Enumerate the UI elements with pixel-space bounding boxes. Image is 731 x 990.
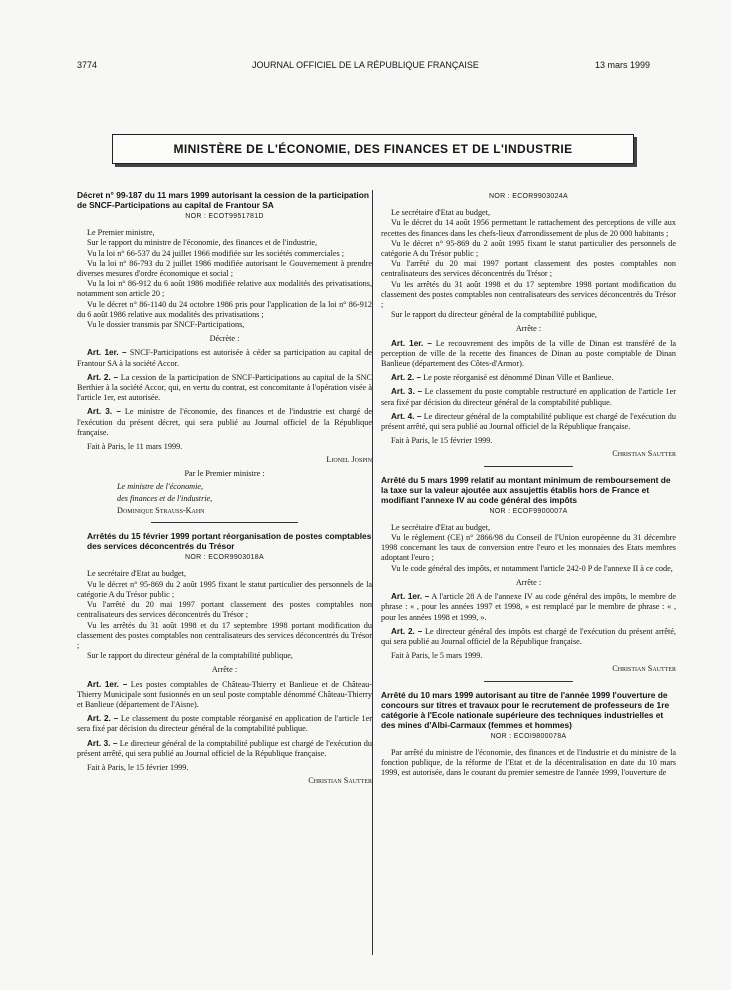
article: Art. 2. – Le directeur général des impôts est chargé de l'exécution du présent arrêté, qui sera publié au Journal officiel de la République française. <box>381 626 676 646</box>
arrete-nor: NOR : ECOR9903024A <box>489 193 568 200</box>
arrete-nor: NOR : ECOI9800078A <box>490 732 567 740</box>
arrete-title: Arrêté du 10 mars 1999 autorisant au titre de l'année 1999 l'ouverture de concours sur titres et travaux pour le recrutement de professeurs de 1re catégorie à l'Ecole nationale supérieure des techniques industrielles et des mines d'Albi-Carmaux (femmes et hommes) <box>381 689 670 730</box>
intro-line: Sur le rapport du directeur général de la comptabilité publique, <box>87 651 293 661</box>
journal-title: JOURNAL OFFICIEL DE LA RÉPUBLIQUE FRANÇAISE <box>252 60 479 70</box>
fait-line: Fait à Paris, le 5 mars 1999. <box>391 651 483 661</box>
minister-name: Dominique Strauss-Kahn <box>117 506 205 516</box>
ministry-banner <box>112 134 634 164</box>
left-column <box>77 190 372 786</box>
intro-line: Vu le dossier transmis par SNCF-Participations, <box>87 320 245 330</box>
ministry-title: MINISTÈRE DE L'ÉCONOMIE, DES FINANCES ET DE L'INDUSTRIE <box>173 142 573 156</box>
intro-line: Le secrétaire d'Etat au budget, <box>87 569 186 579</box>
intro-line: Vu la loi n° 86-793 du 2 juillet 1986 modifiée autorisant le Gouvernement à prendre diverses mesures d'ordre économique et social ; <box>77 258 372 279</box>
intro-line: Vu le décret n° 86-1140 du 24 octobre 1986 pris pour l'application de la loi n° 86-912 du 6 août 1986 relative aux modalités des privatisations ; <box>77 299 372 319</box>
par-le-premier-ministre: Par le Premier ministre : <box>184 469 265 479</box>
decret-nor: NOR : ECOT9951781D <box>185 213 264 220</box>
column-divider <box>372 190 373 955</box>
intro-line: Vu l'arrêté du 20 mai 1997 portant classement des postes comptables non centralisateurs des services déconcentrés du Trésor ; <box>381 259 676 279</box>
intro-line: Vu la loi n° 86-912 du 6 août 1986 modifiée relative aux modalités des privatisations, notamment son article 20 ; <box>77 279 372 299</box>
intro-line: Vu le code général des impôts, et notamment l'article 242-0 P de l'annexe II à ce code, <box>391 563 673 573</box>
article: Art. 3. – Le classement du poste comptable restructuré en application de l'article 1er sera fixé par décision du directeur général de la comptabilité publique. <box>381 387 676 407</box>
intro-line: Vu les arrêtés du 31 août 1998 et du 17 septembre 1998 portant modification du classement des postes comptables non centralisateurs des services déconcentrés du Trésor ; <box>381 279 676 310</box>
article: Art. 3. – Le directeur général de la comptabilité publique est chargé de l'exécution du présent arrêté, qui sera publié au Journal officiel de la République française. <box>77 738 372 758</box>
arrete-title: Arrêté du 5 mars 1999 relatif au montant minimum de remboursement de la taxe sur la valeur ajoutée aux assujettis établis hors de France et modifiant l'annexe IV au code général des impôts <box>381 474 671 505</box>
article: Art. 1er. – Le recouvrement des impôts de la ville de Dinan est transféré de la perception de ville de la recette des finances de Dinan au poste comptable de Dinan Banlieue (département des Côtes-d'Armor). <box>381 338 676 369</box>
section-separator <box>484 466 573 467</box>
intro-line: Vu le règlement (CE) n° 2866/98 du Conseil de l'Union européenne du 31 décembre 1998 concernant les taux de conversion entre l'euro et les monnaies des Etats membres adoptant l'euro ; <box>381 533 676 563</box>
article: Art. 1er. – SNCF-Participations est autorisée à céder sa participation au capital de Frantour SA à la société Accor. <box>77 348 372 368</box>
section-separator <box>484 681 573 682</box>
decret-title: Décret n° 99-187 du 11 mars 1999 autorisant la cession de la participation de SNCF-Participations au capital de Frantour SA <box>77 190 369 210</box>
intro-line: Le Premier ministre, <box>87 228 155 238</box>
intro-line: Vu les arrêtés du 31 août 1998 et du 17 septembre 1998 portant modification du classement des postes comptables non centralisateurs des services déconcentrés du Trésor ; <box>77 620 372 650</box>
article: Art. 2. – La cession de la participation de SNCF-Participations au capital de la SNC Berthier à la société Accor, qui, en vertu du contrat, est concomitante à l'opération visée à l'article 1er, est autorisée. <box>77 372 372 403</box>
signature: Lionel Jospin <box>326 455 372 465</box>
arrete-label: Arrête : <box>515 324 542 334</box>
intro-line: Vu le décret n° 95-869 du 2 août 1995 fixant le statut particulier des personnels de catégorie A du Trésor public ; <box>381 238 676 259</box>
intro-line: Vu l'arrêté du 20 mai 1997 portant classement des postes comptables non centralisateurs des services déconcentrés du Trésor ; <box>77 600 372 620</box>
article: Art. 1er. – A l'article 28 A de l'annexe IV au code général des impôts, le membre de phrase : « , pour les années 1997 et 1998, » est remplacé par le membre de phrase : « , pour les années 1998 et 1999, ». <box>381 592 676 622</box>
intro-line: Vu la loi n° 66-537 du 24 juillet 1966 modifiée sur les sociétés commerciales ; <box>87 248 344 258</box>
signature: Christian Sautter <box>308 776 372 786</box>
article: Art. 4. – Le directeur général de la comptabilité publique est chargé de l'exécution du présent arrêté, qui sera publié au Journal officiel de la République française. <box>381 411 676 432</box>
arrete-nor: NOR : ECOF9900007A <box>489 507 568 515</box>
arrete-label: Arrête : <box>211 665 238 675</box>
body-text: Par arrêté du ministre de l'économie, des finances et de l'industrie et du ministre de la fonction publique, de la réforme de l'Etat et de la décentralisation en date du 10 mars 1999, est autorisée, dans le courant du premier semestre de l'année 1999, l'ouverture de <box>381 747 676 778</box>
intro-line: Vu le décret n° 95-869 du 2 août 1995 fixant le statut particulier des personnels de la catégorie A du Trésor public ; <box>77 579 372 599</box>
article: Art. 2. – Le poste réorganisé est dénommé Dinan Ville et Banlieue. <box>391 373 614 383</box>
fait-line: Fait à Paris, le 15 février 1999. <box>391 436 493 446</box>
intro-line: Vu le décret du 14 août 1956 permettant le rattachement des perceptions de ville aux recettes des finances dans les chefs-lieux d'arrondissement de plus de 20 000 habitants ; <box>381 218 676 238</box>
fait-line: Fait à Paris, le 15 février 1999. <box>87 762 189 772</box>
intro-line: Le secrétaire d'Etat au budget, <box>391 208 490 218</box>
decrete-label: Décrète : <box>209 334 240 344</box>
minister-role: Le ministre de l'économie, <box>117 481 204 491</box>
intro-line: Sur le rapport du ministre de l'économie, des finances et de l'industrie, <box>87 238 318 248</box>
signature: Christian Sautter <box>612 449 676 459</box>
page-header <box>0 60 731 74</box>
section-separator <box>151 522 299 523</box>
fait-line: Fait à Paris, le 11 mars 1999. <box>87 442 183 452</box>
arrete-label: Arrête : <box>515 577 542 587</box>
page-number: 3774 <box>77 60 98 70</box>
article: Art. 2. – Le classement du poste comptable réorganisé en application de l'article 1er sera fixé par décision du directeur général de la comptabilité publique. <box>77 714 372 734</box>
signature: Christian Sautter <box>612 664 676 674</box>
intro-line: Le secrétaire d'Etat au budget, <box>391 522 490 532</box>
article: Art. 1er. – Les postes comptables de Château-Thierry et Banlieue et de Château-Thierry Municipale sont fusionnés en un seul poste comptable dénommé Château-Thierry et Banlieue (département de l'Aisne). <box>77 679 373 709</box>
intro-line: Sur le rapport du directeur général de la comptabilité publique, <box>391 310 597 320</box>
arrete-title: Arrêtés du 15 février 1999 portant réorganisation de postes comptables des services déconcentrés du Trésor <box>87 531 372 552</box>
right-column <box>381 190 676 778</box>
minister-role: des finances et de l'industrie, <box>117 493 213 503</box>
article: Art. 3. – Le ministre de l'économie, des finances et de l'industrie est chargé de l'exécution du présent décret, qui sera publié au Journal officiel de la République française. <box>77 407 372 437</box>
issue-date: 13 mars 1999 <box>595 60 651 70</box>
arrete-nor: NOR : ECOR9903018A <box>185 554 264 562</box>
